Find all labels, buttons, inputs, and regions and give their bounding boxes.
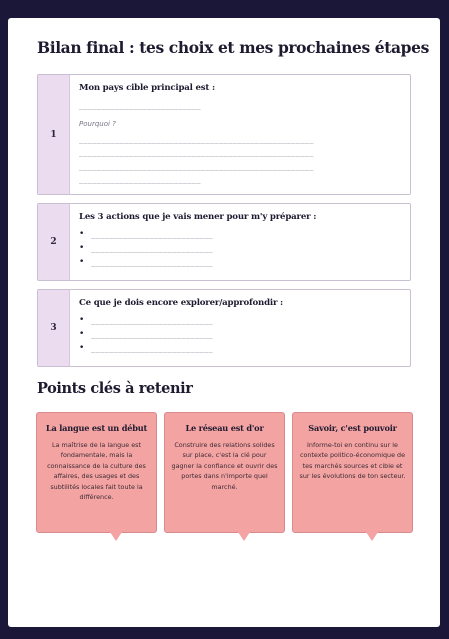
section-number: 1 xyxy=(38,75,70,194)
speech-tail-icon xyxy=(238,532,250,541)
bullet-icon: • xyxy=(79,257,85,267)
why-label: Pourquoi ? xyxy=(79,120,116,128)
card-title: Le réseau est d'or xyxy=(185,423,264,433)
section-2-box xyxy=(37,203,411,281)
key-point-card xyxy=(164,412,285,533)
why-line[interactable]: ___________________________ xyxy=(79,176,201,184)
answer-line[interactable]: ___________________________ xyxy=(79,102,201,110)
section-1-box xyxy=(37,74,411,195)
section-question: Ce que je dois encore explorer/approfondir : xyxy=(79,298,284,308)
bullet-icon: • xyxy=(79,229,85,239)
card-body: Informe-toi en continu sur le contexte politico-économique de tes marchés sources et cible et sur les évolutions de ton secteur. xyxy=(299,441,406,481)
bullet-line[interactable]: ___________________________ xyxy=(91,231,213,239)
bullet-line[interactable]: ___________________________ xyxy=(91,331,213,339)
section-3-box xyxy=(37,289,411,367)
speech-tail-icon xyxy=(110,532,122,541)
worksheet-page xyxy=(8,18,440,627)
bullet-line[interactable]: ___________________________ xyxy=(91,259,213,267)
card-title: La langue est un début xyxy=(45,423,148,433)
card-body: Construire des relations solides sur place, c'est la clé pour gagner la confiance et ouvrir des portes dans n'importe quel marché. xyxy=(171,441,278,491)
card-body: La maîtrise de la langue est fondamentale, mais la connaissance de la culture des affaires, des usages et des subtilités locales fait toute la différence. xyxy=(47,441,146,502)
key-points-title: Points clés à retenir xyxy=(37,380,193,397)
bullet-icon: • xyxy=(79,315,85,325)
section-number: 2 xyxy=(38,204,70,280)
section-question: Mon pays cible principal est : xyxy=(79,83,215,93)
page-title: Bilan final : tes choix et mes prochaines étapes xyxy=(37,38,429,57)
why-line[interactable]: ____________________________________________________ xyxy=(79,136,314,144)
section-question: Les 3 actions que je vais mener pour m'y préparer : xyxy=(79,212,317,222)
card-title: Savoir, c'est pouvoir xyxy=(308,423,397,433)
why-line[interactable]: ____________________________________________________ xyxy=(79,163,314,171)
bullet-icon: • xyxy=(79,329,85,339)
why-line[interactable]: ____________________________________________________ xyxy=(79,149,314,157)
speech-tail-icon xyxy=(366,532,378,541)
bullet-line[interactable]: ___________________________ xyxy=(91,245,213,253)
key-point-card xyxy=(292,412,413,533)
bullet-line[interactable]: ___________________________ xyxy=(91,345,213,353)
section-number: 3 xyxy=(38,290,70,366)
bullet-line[interactable]: ___________________________ xyxy=(91,317,213,325)
key-point-card xyxy=(36,412,157,533)
bullet-icon: • xyxy=(79,343,85,353)
bullet-icon: • xyxy=(79,243,85,253)
